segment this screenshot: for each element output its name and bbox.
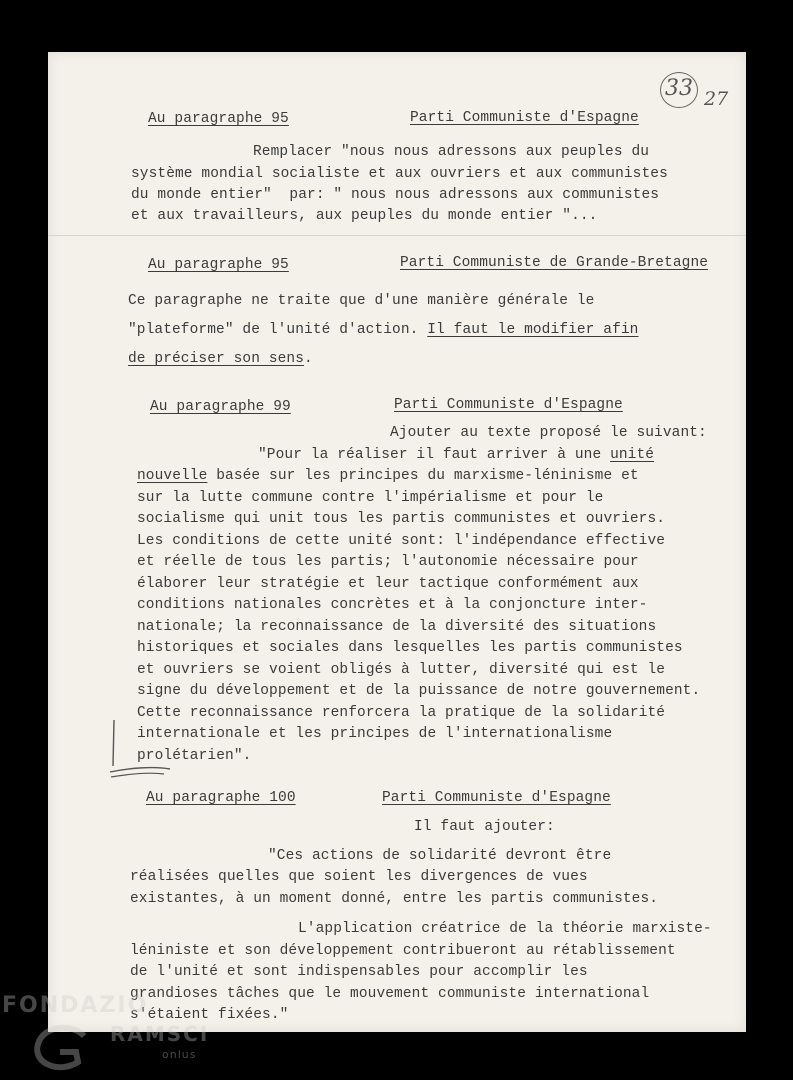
section-4-line-7: grandioses tâches que le mouvement communiste international: [130, 986, 650, 1002]
section-2-line-3: de préciser son sens.: [128, 351, 313, 367]
section-2-line-2: "plateforme" de l'unité d'action. Il faut le modifier afin: [128, 322, 639, 338]
page-number: 27: [704, 88, 729, 110]
section-1-line-2: système mondial socialiste et aux ouvriers et aux communistes: [131, 166, 668, 182]
section-1-line-4: et aux travailleurs, aux peuples du monde entier "...: [131, 208, 598, 224]
section-4-line-4: L'application créatrice de la théorie marxiste-: [298, 921, 712, 937]
circled-number: 33: [665, 76, 693, 101]
section-3-line-7: élaborer leur stratégie et leur tactique conformément aux: [137, 576, 639, 592]
watermark-line-3: onlus: [162, 1048, 197, 1061]
section-4-line-8: s'étaient fixées.": [130, 1007, 289, 1023]
section-4-line-1: "Ces actions de solidarité devront être: [268, 848, 612, 864]
section-3-line-8: conditions nationales concrètes et à la conjoncture inter-: [137, 597, 648, 613]
section-3-line-15: prolétarien".: [137, 748, 252, 764]
section-3-line-9: nationale; la reconnaissance de la diversité des situations: [137, 619, 657, 635]
section-4-intro: Il faut ajouter:: [414, 819, 555, 835]
section-1-line-3: du monde entier" par: " nous nous adressons aux communistes: [131, 187, 660, 203]
section-4-line-5: léniniste et son développement contribueront au rétablissement: [130, 943, 676, 959]
section-3-line-11: et ouvriers se voient obligés à lutter, diversité qui est le: [137, 662, 666, 678]
section-3-line-6: et réelle de tous les partis; l'autonomie nécessaire pour: [137, 554, 639, 570]
section-4-line-2: réalisées quelles que soient les divergences de vues: [130, 869, 588, 885]
watermark-line-2: RAMSCI: [110, 1022, 210, 1046]
separator: [48, 235, 746, 236]
section-4-heading-left: Au paragraphe 100: [146, 790, 296, 806]
section-3-heading-right: Parti Communiste d'Espagne: [394, 397, 623, 413]
section-3-intro: Ajouter au texte proposé le suivant:: [390, 425, 707, 441]
section-3-line-5: Les conditions de cette unité sont: l'indépendance effective: [137, 533, 666, 549]
section-2-heading-right: Parti Communiste de Grande-Bretagne: [400, 255, 709, 271]
section-1-heading-right: Parti Communiste d'Espagne: [410, 110, 639, 126]
section-4-line-3: existantes, à un moment donné, entre les partis communistes.: [130, 891, 659, 907]
document-page: [48, 52, 746, 1032]
section-3-line-13: Cette reconnaissance renforcera la pratique de la solidarité: [137, 705, 666, 721]
section-1-line-1: Remplacer "nous nous adressons aux peuples du: [253, 144, 650, 160]
section-2-heading-left: Au paragraphe 95: [148, 257, 289, 273]
section-3-line-12: signe du développement et de la puissance de notre gouvernement.: [137, 683, 701, 699]
section-3-heading-left: Au paragraphe 99: [150, 399, 291, 415]
watermark-line-1: FONDAZIO: [2, 993, 149, 1018]
section-4-heading-right: Parti Communiste d'Espagne: [382, 790, 611, 806]
section-3-line-2: nouvelle basée sur les principes du marxisme-léninisme et: [137, 468, 639, 484]
section-2-line-1: Ce paragraphe ne traite que d'une manière générale le: [128, 293, 595, 309]
section-3-line-14: internationale et les principes de l'internationalisme: [137, 726, 613, 742]
watermark-logo-icon: [30, 1022, 90, 1074]
section-1-heading-left: Au paragraphe 95: [148, 111, 289, 127]
section-3-line-4: socialisme qui unit tous les partis communistes et ouvriers.: [137, 511, 666, 527]
section-3-line-1: "Pour la réaliser il faut arriver à une unité: [258, 447, 655, 463]
section-3-line-10: historiques et sociales dans lesquelles les partis communistes: [137, 640, 683, 656]
section-3-line-3: sur la lutte commune contre l'impérialisme et pour le: [137, 490, 604, 506]
section-4-line-6: de l'unité et sont indispensables pour accomplir les: [130, 964, 588, 980]
pencil-bracket-mark: [104, 716, 174, 786]
